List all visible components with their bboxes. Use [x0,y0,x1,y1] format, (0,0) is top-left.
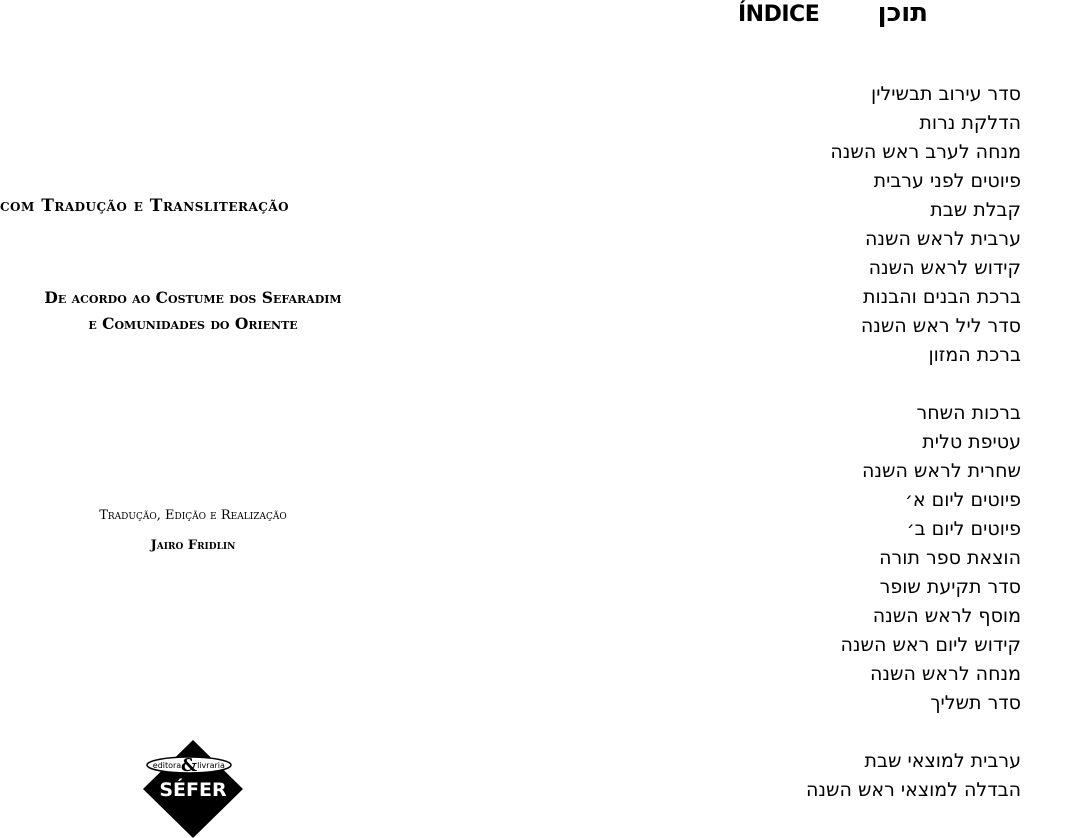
toc-item[interactable]: סדר עירוב תבשילין [871,83,1021,105]
toc-item[interactable]: עטיפת טלית [922,431,1021,453]
toc-item[interactable]: הדלקת נרות [919,112,1021,134]
toc-item[interactable]: פיוטים ליום א׳ [905,489,1021,511]
toc-item[interactable]: ברכת הבנים והבנות [862,286,1021,308]
toc-item[interactable]: מוסף לראש השנה [872,605,1021,627]
toc-group-closing [806,747,1071,805]
toc-item[interactable]: מנחה לראש השנה [870,663,1021,685]
toc-item[interactable]: קידוש לראש השנה [868,257,1021,279]
toc-item[interactable]: ברכת המזון [928,344,1021,366]
index-title-pt: ÍNDICE [738,2,820,27]
toc-group-morning [840,399,1071,718]
toc-item[interactable]: סדר תשליך [930,692,1021,714]
toc-group-evening [830,80,1071,370]
logo-ampersand: & [180,755,198,776]
subtitle: com Tradução e Transliteração [0,196,290,216]
toc-item[interactable]: קידוש ליום ראש השנה [840,634,1021,656]
toc-item[interactable]: הוצאת ספר תורה [879,547,1021,569]
credits-label: Tradução, Edição e Realização [99,508,287,523]
logo-text-livraria: livraria [197,761,225,770]
toc-item[interactable]: ערבית למוצאי שבת [864,750,1021,772]
toc-item[interactable]: ברכות השחר [916,402,1021,424]
logo-text-editora: editora [152,761,182,770]
custom-note [0,285,386,337]
credits-name: Jairo Fridlin [150,538,236,553]
toc-item[interactable]: שחרית לראש השנה [862,460,1021,482]
toc-item[interactable]: פיוטים ליום ב׳ [906,518,1021,540]
logo-brand: SÉFER [159,779,227,801]
toc-item[interactable]: סדר ליל ראש השנה [860,315,1021,337]
table-of-contents [806,80,1071,834]
toc-item[interactable]: קבלת שבת [930,199,1021,221]
custom-note-line-2: e Comunidades do Oriente [88,314,298,333]
toc-item[interactable]: פיוטים לפני ערבית [873,170,1021,192]
sefer-publisher-logo [143,740,243,838]
custom-note-line-1: De acordo ao Costume dos Sefaradim [44,288,342,307]
toc-item[interactable]: ערבית לראש השנה [865,228,1021,250]
title-page [0,0,390,838]
toc-item[interactable]: סדר תקיעת שופר [879,576,1021,598]
index-title-he: תוכן [877,0,928,28]
toc-item[interactable]: מנחה לערב ראש השנה [830,141,1021,163]
toc-item[interactable]: הבדלה למוצאי ראש השנה [806,779,1021,801]
